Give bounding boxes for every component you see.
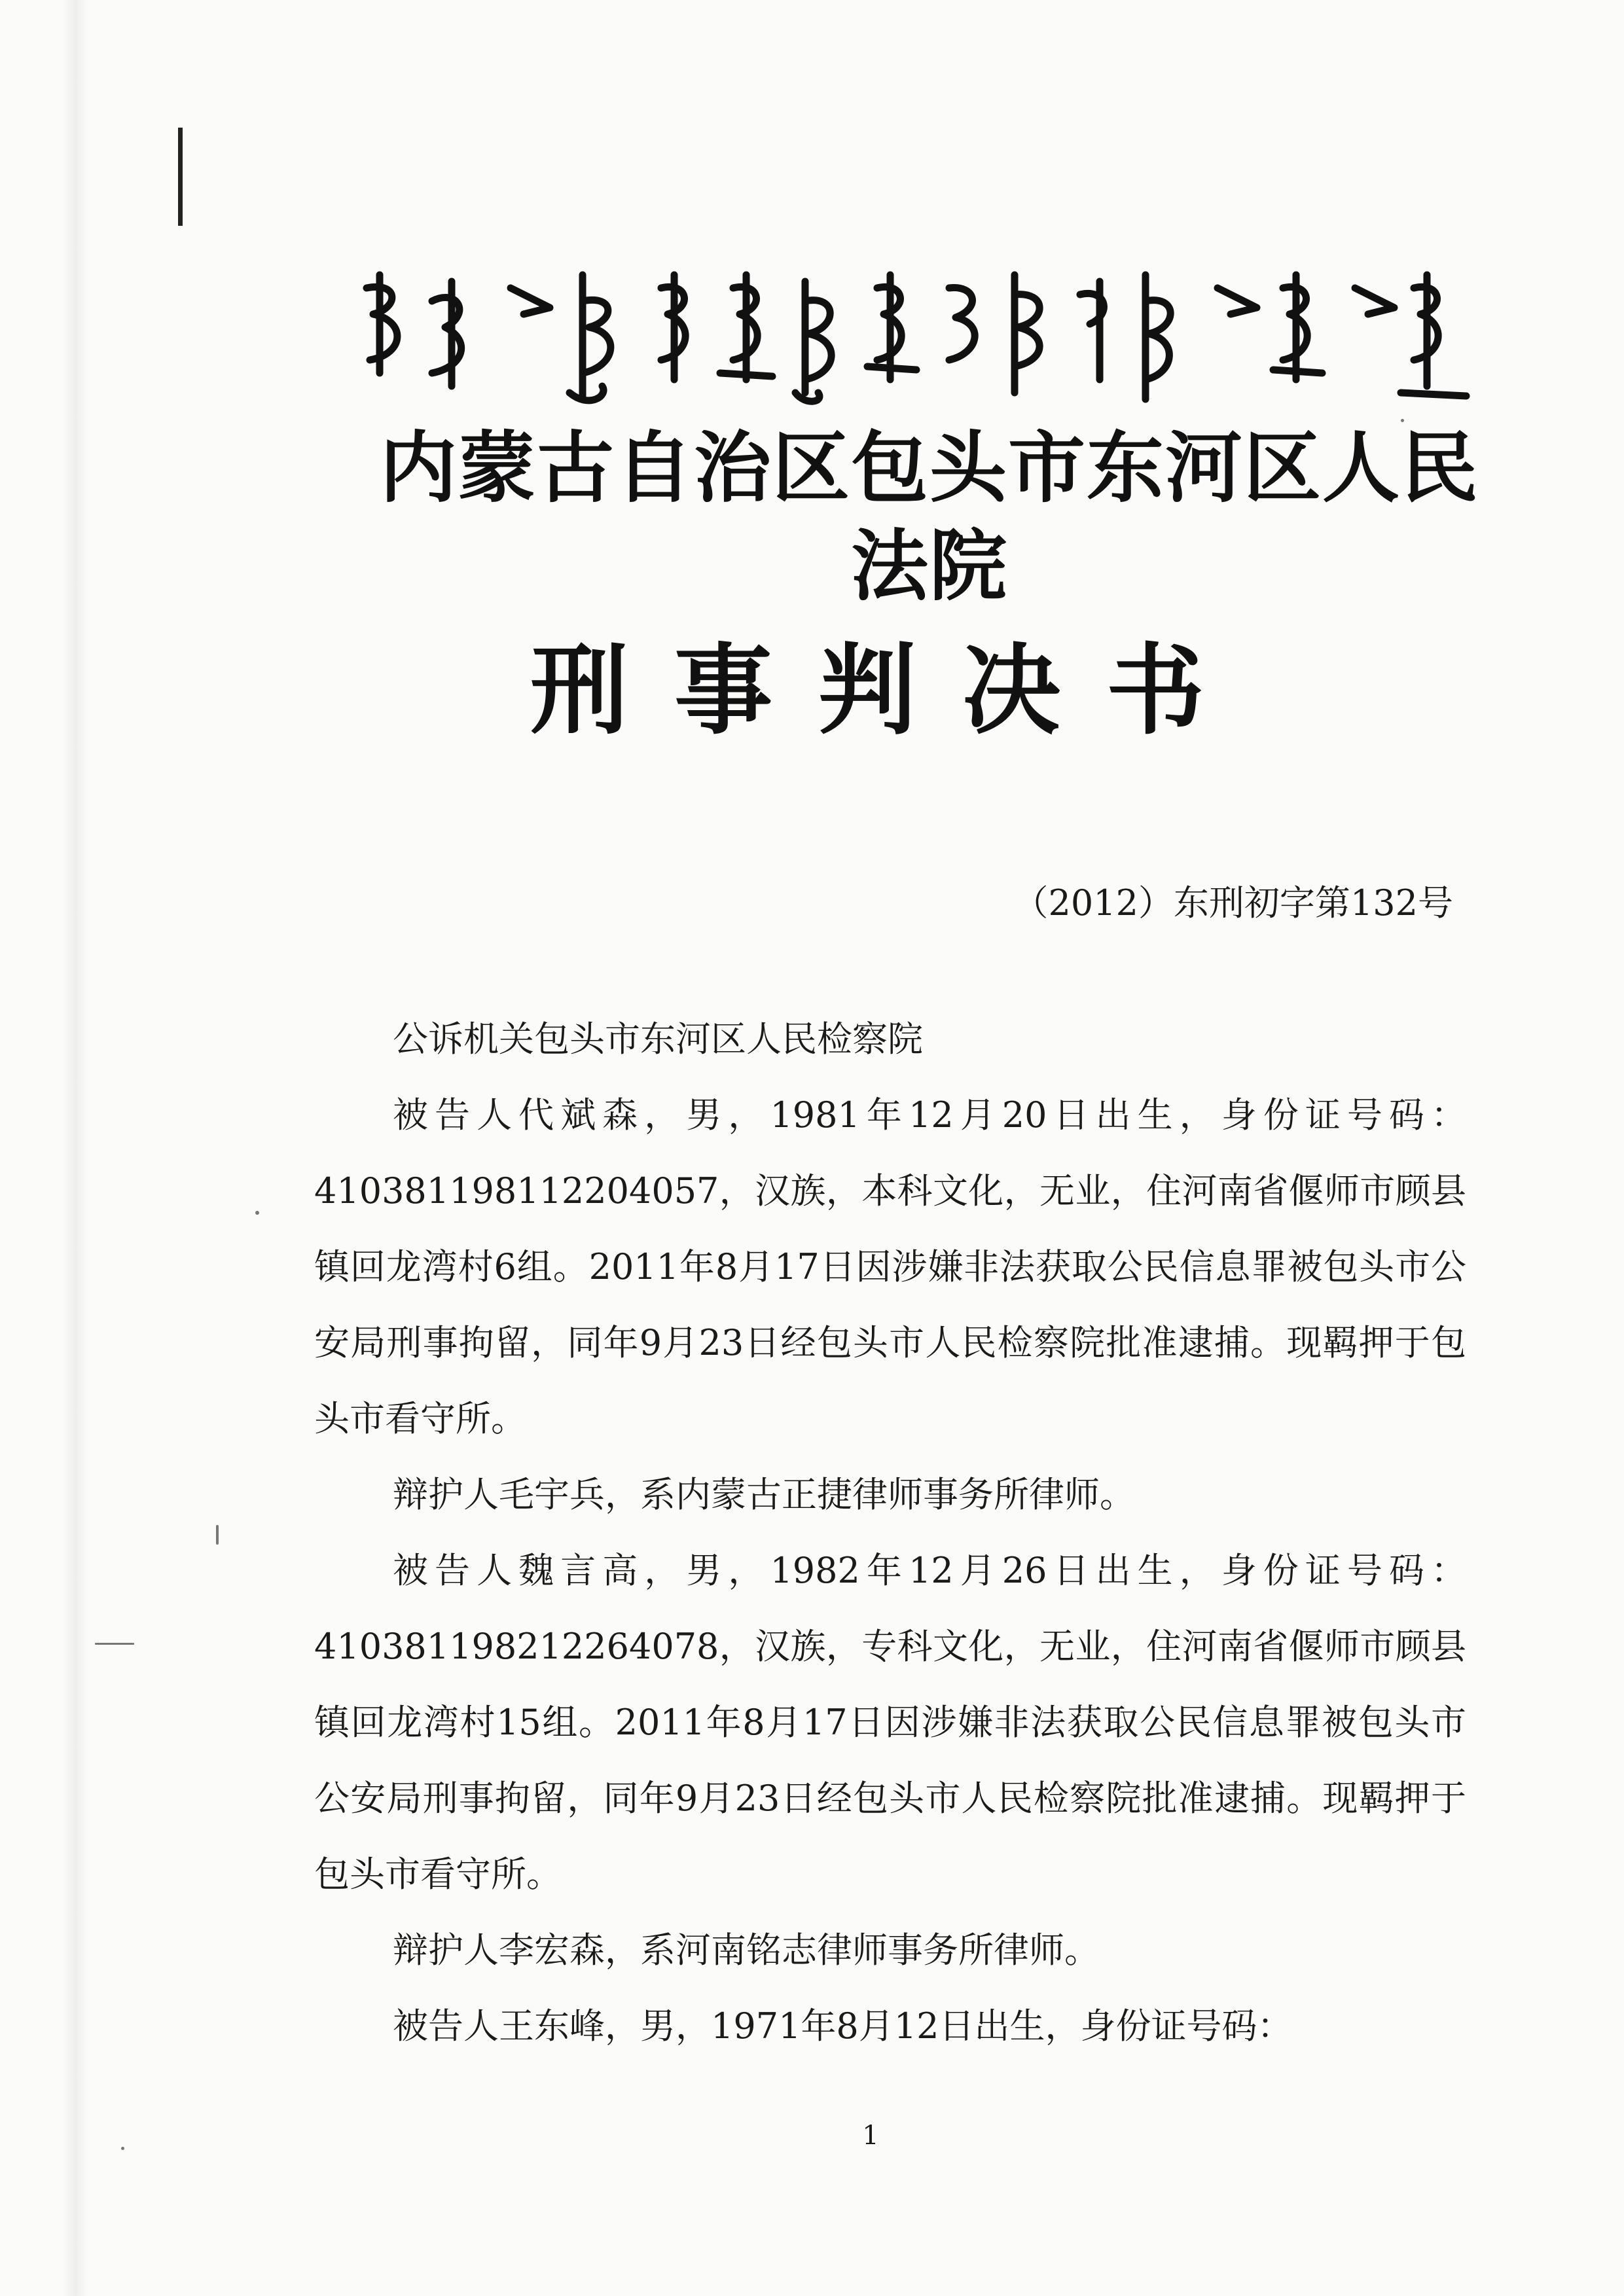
mongolian-glyph bbox=[949, 288, 975, 360]
mongolian-glyph bbox=[661, 275, 685, 380]
mongolian-glyph bbox=[569, 275, 611, 401]
case-number: （2012）东刑初字第132号 bbox=[1013, 882, 1453, 924]
paragraph-defender-1: 辩护人毛宇兵，系内蒙古正捷律师事务所律师。 bbox=[393, 1474, 1135, 1515]
scan-speck bbox=[1401, 419, 1404, 422]
scan-shadow bbox=[62, 0, 88, 2296]
mongolian-glyph bbox=[1355, 288, 1394, 314]
mongolian-glyph bbox=[795, 281, 831, 401]
scan-speck bbox=[216, 1525, 219, 1545]
mongolian-glyph bbox=[511, 288, 550, 314]
page-number: 1 bbox=[862, 2121, 879, 2151]
mongolian-glyph bbox=[1401, 275, 1466, 396]
court-name: 内蒙古自治区包头市东河区人民法院 bbox=[379, 422, 1479, 611]
scan-speck bbox=[255, 1211, 259, 1215]
mongolian-glyph bbox=[432, 281, 461, 386]
paragraph-defendant-1: 被告人代斌森，男，1981年12月20日出生，身份证号码：410381198112204057，汉族，本科文化，无业，住河南省偃师市顾县镇回龙湾村6组。2011年8月17日因涉嫌非法获取公民信息罪被包头市公安局刑事拘留，同年9月23日经包头市人民检察院批准逮捕。现羁押于包头市看守所。 bbox=[314, 1094, 1466, 1439]
binding-mark bbox=[178, 128, 183, 226]
mongolian-glyph bbox=[720, 275, 772, 380]
mongolian-glyph bbox=[1015, 275, 1039, 393]
document-title: 刑事判决书 bbox=[530, 633, 1250, 748]
scan-speck bbox=[121, 2147, 124, 2150]
judgment-body bbox=[314, 1001, 1466, 2064]
mongolian-glyph bbox=[1273, 275, 1322, 380]
mongolian-glyph bbox=[1146, 275, 1170, 399]
mongolian-court-name bbox=[353, 262, 1479, 412]
mongolian-glyph bbox=[1080, 281, 1104, 380]
scan-speck bbox=[95, 1643, 134, 1645]
mongolian-glyph bbox=[1218, 288, 1257, 314]
paragraph-defendant-3: 被告人王东峰，男，1971年8月12日出生，身份证号码： bbox=[393, 2005, 1293, 2047]
paragraph-defender-2: 辩护人李宏森，系河南铭志律师事务所律师。 bbox=[393, 1929, 1100, 1971]
paragraph-defendant-2: 被告人魏言高，男，1982年12月26日出生，身份证号码：410381198212264078，汉族，专科文化，无业，住河南省偃师市顾县镇回龙湾村15组。2011年8月17日因涉嫌非法获取公民信息罪被包头市公安局刑事拘留，同年9月23日经包头市人民检察院批准逮捕。现羁押于包头市看守所。 bbox=[314, 1550, 1466, 1895]
mongolian-glyph bbox=[367, 275, 397, 373]
paragraph-prosecutor: 公诉机关包头市东河区人民检察院 bbox=[393, 1018, 923, 1060]
mongolian-glyph bbox=[867, 275, 916, 380]
